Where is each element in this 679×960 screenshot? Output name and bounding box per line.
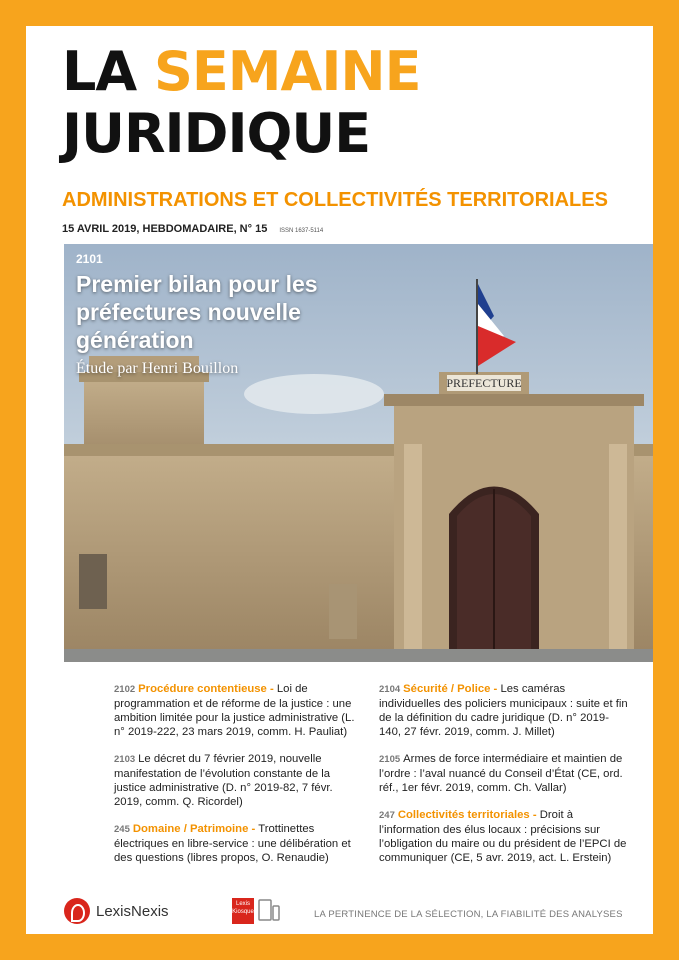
tagline: LA PERTINENCE DE LA SÉLECTION, LA FIABILITÉ DES ANALYSES <box>314 909 623 920</box>
lexisnexis-mark-icon <box>64 898 90 924</box>
article-entry[interactable] <box>114 752 360 809</box>
footer <box>26 891 653 934</box>
article-entry[interactable] <box>114 682 360 739</box>
feature-title: Premier bilan pour les préfectures nouvelle génération <box>76 271 318 353</box>
article-number: 2103 <box>114 754 136 765</box>
right-article-list <box>379 682 629 878</box>
article-entry[interactable] <box>114 822 360 865</box>
article-entry[interactable] <box>379 808 629 865</box>
issue-info <box>62 223 323 235</box>
article-entry[interactable] <box>379 682 629 739</box>
article-text: Loi de programmation et de réforme de la justice : une ambition limitée pour la justice administrative (L. n° 2019-222, 23 mars 2019, comm. H. Pauliat) <box>114 683 355 738</box>
article-text: Le décret du 7 février 2019, nouvelle manifestation de l’évolution constante de la justice administrative (D. n° 2019-82, 7 févr. 2019, comm. Q. Ricordel) <box>114 753 333 808</box>
article-text: Trottinettes électriques en libre-service : une délibération et des questions (libres propos, O. Renaudie) <box>114 823 351 864</box>
article-category: Domaine / Patrimoine - <box>132 823 256 835</box>
kiosque-badge[interactable]: Lexis Kiosque <box>232 898 254 924</box>
masthead <box>62 41 421 165</box>
article-category: Sécurité / Police - <box>403 683 498 695</box>
masthead-la: LA <box>62 40 137 103</box>
masthead-semaine: SEMAINE <box>154 40 421 103</box>
article-number: 2102 <box>114 684 136 695</box>
article-number: 245 <box>114 824 130 835</box>
lexisnexis-logo[interactable] <box>64 898 169 924</box>
feature-author: Étude par Henri Bouillon <box>76 360 239 377</box>
article-entry[interactable] <box>379 752 629 795</box>
masthead-juridique: JURIDIQUE <box>62 102 371 165</box>
issue-date: 15 AVRIL 2019, HEBDOMADAIRE, N° 15 <box>62 223 268 235</box>
devices-icon <box>258 898 280 924</box>
issn: ISSN 1637-5114 <box>279 228 324 234</box>
article-category: Collectivités territoriales - <box>397 809 537 821</box>
magazine-cover <box>26 26 653 934</box>
article-category: Procédure contentieuse - <box>138 683 274 695</box>
edition-subtitle: ADMINISTRATIONS ET COLLECTIVITÉS TERRITORIALES <box>62 189 608 211</box>
article-number: 2105 <box>379 754 401 765</box>
article-text: Les caméras individuelles des policiers municipaux : suite et fin de la définition du cadre juridique (D. n° 2019-140, 27 févr. 2019, comm. J. Millet) <box>379 683 628 738</box>
article-number: 2104 <box>379 684 401 695</box>
prefecture-sign: PREFECTURE <box>446 376 522 390</box>
feature-number: 2101 <box>76 252 103 266</box>
left-article-list <box>114 682 360 878</box>
feature-article[interactable] <box>76 252 346 378</box>
article-text: Droit à l’information des élus locaux : précisions sur l’obligation du maire ou du président de l’EPCI de communiquer (CE, 5 avr. 2019, act. L. Erstein) <box>379 809 627 864</box>
article-number: 247 <box>379 810 395 821</box>
article-text: Armes de force intermédiaire et maintien de l’ordre : l’aval nuancé du Conseil d’État (CE, ord. réf., 1er févr. 2019, comm. Ch. Vallar) <box>379 753 623 794</box>
logo-text: LexisNexis <box>96 902 169 920</box>
